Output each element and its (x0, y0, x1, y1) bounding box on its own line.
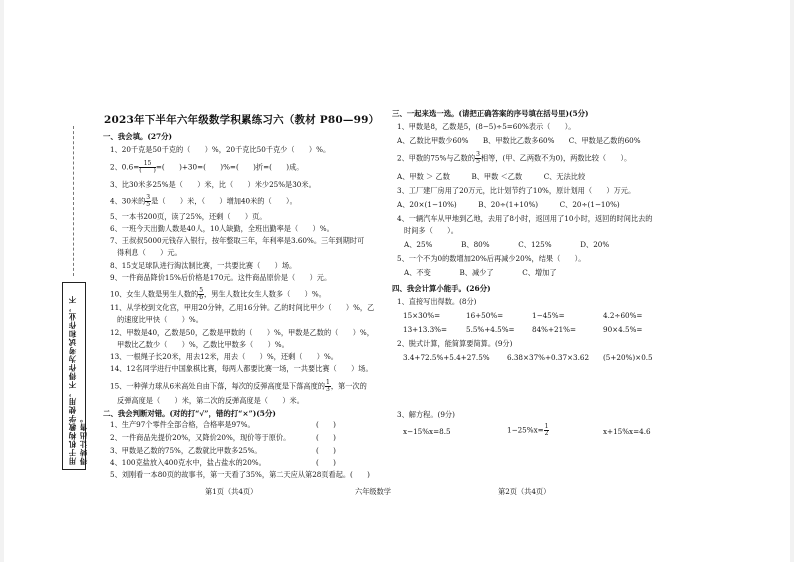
s1-q15-a: 15、一种弹力球从6米高处自由下落，每次的反弹高度是下落高度的 (110, 381, 325, 391)
s1-q10-b: ，男生人数比女生人数多（ ）%。 (204, 289, 326, 299)
s3-q1: 1、甲数是8，乙数是5，(8−5)÷5=60%表示（ ）。 (397, 122, 576, 131)
s1-q7-line1: 7、王叔叔5000元钱存入银行，按年整取三年，年利率是3.60%。三年到期时可 (110, 236, 365, 245)
s4-r1-c2: 16+50%= (466, 311, 504, 320)
s1-q12-line1: 12、甲数是40，乙数是50，乙数是甲数的（ ）%，甲数是乙数的（ ）%， (110, 328, 374, 337)
s1-q10-den: 6 (199, 294, 204, 301)
s1-q13: 13、一根绳子长20米，用去12米，用去（ ）%，还剩（ ）%。 (110, 352, 338, 361)
sidebar-notice: 用于机构教学使用，不得作为考试和作业，不得转让出售。 (68, 295, 88, 465)
s3-q4-options: A、25% B、80% C、125% D、20% (404, 240, 610, 249)
s4-eq1: x−15%x=8.5 (403, 427, 451, 436)
s1-q7-line2: 得利息（ ）元。 (117, 248, 182, 257)
s2-q2: 2、一件商品先提价20%，又降价20%，现价等于原价。 (110, 433, 291, 442)
s4-r2-c4: 90×4.5%= (603, 325, 643, 334)
s2-q4-paren: ( ) (316, 458, 336, 467)
s1-q11-line2: 的速度比甲快（ ）%。 (117, 315, 203, 324)
s2-q4: 4、100克盐放入400克水中，盐占盐水的20%。 (110, 458, 266, 467)
s1-q15-num: 1 (325, 379, 330, 386)
s4-eq2-a: 1−25%x= (507, 425, 544, 435)
s4-eq2-num: 1 (544, 423, 549, 430)
s4-eq2 (507, 424, 549, 437)
s1-q15-line1 (110, 380, 367, 393)
s4-r2-c3: 84%+21%= (532, 325, 576, 334)
s2-q3: 3、甲数是乙数的75%，乙数就比甲数多25%。 (110, 446, 262, 455)
s3-q2-b: 相等，(甲、乙两数不为0)，两数比较（ ）。 (480, 153, 632, 163)
s1-q11-line1: 11、从学校到文化宫，甲用20分钟，乙用16分钟。乙的时间比甲少（ ）%，乙 (110, 303, 375, 312)
binding-line (73, 126, 74, 276)
scan-edge-right (790, 0, 794, 562)
section-4-heading: 四、我会计算小能手。(26分) (392, 284, 491, 293)
s1-q4 (110, 195, 297, 208)
s1-q1: 1、20千克是50千克的（ ）%，20千克比50千克少（ ）%。 (110, 145, 331, 154)
s3-q4-line2: 时间多（ ）。 (404, 226, 458, 235)
s1-q2-b: =( )+30=( )%=( )折=( )成。 (155, 162, 304, 172)
s1-q2-num: 15 (139, 161, 156, 168)
s1-q9: 9、一件商品降价15%后价格是170元。这件商品原价是（ ）元。 (110, 273, 332, 282)
s4-calc-2: 6.38×37%+0.37×3.62 (507, 353, 590, 362)
s1-q14: 14、12名同学进行中国象棋比赛，每两人都要比赛一场，一共要比赛（ ）场。 (110, 364, 373, 373)
s4-r2-c2: 5.5%+4.5%= (466, 325, 515, 334)
s1-q4-num: 3 (146, 194, 151, 201)
s1-q2-a: 2、0.6= (110, 162, 140, 172)
s4-calc-1: 3.4+72.5%+5.4+27.5% (403, 353, 490, 362)
s3-q4-line1: 4、一辆汽车从甲地到乙地，去用了8小时，返回用了10小时，返回的时间比去的 (397, 214, 653, 223)
s4-eq2-den: 2 (544, 430, 549, 437)
s1-q4-den: 5 (146, 201, 151, 208)
s3-q3-options: A、20×(1−10%) B、20÷(1+10%) C、20÷(1−10%) (397, 200, 620, 209)
s4-r1-c1: 15×30%= (403, 311, 441, 320)
s3-q2-a: 2、甲数的75%与乙数的 (397, 153, 476, 163)
center-footer: 六年级数学 (355, 487, 391, 496)
s2-q3-paren: ( ) (316, 446, 336, 455)
left-page-number: 第1页（共4页） (205, 487, 258, 496)
s1-q4-b: 是（ ）米，（ ）增加40米的（ ）。 (151, 196, 297, 206)
s1-q3: 3、比30米多25%是（ ）米，比（ ）米少25%是30米。 (110, 180, 316, 189)
page-title: 2023年下半年六年级数学积累练习六（教材 P80—99） (104, 114, 380, 126)
s3-q2 (397, 152, 631, 165)
s1-q15-b: ，第一次的 (330, 381, 367, 391)
s3-q2-num: 3 (476, 151, 480, 158)
s2-q2-paren: ( ) (316, 433, 336, 442)
s3-q2-options: A、甲数 ＞ 乙数 B、甲数 ＜乙数 C、无法比较 (397, 172, 586, 181)
s1-q8: 8、15支足球队进行淘汰制比赛，一共要比赛（ ）场。 (110, 261, 297, 270)
s4-sub3: 3、解方程。(9分) (397, 410, 455, 419)
section-3-heading: 三、一起来选一选。(请把正确答案的序号填在括号里)(5分) (392, 109, 589, 118)
s4-eq3: x+15%x=4.6 (603, 427, 651, 436)
s1-q10-a: 10、女生人数是男生人数的 (110, 289, 199, 299)
s3-q5-options: A、不变 B、减少了 C、增加了 (404, 268, 557, 277)
s4-r1-c3: 1−45%= (532, 311, 565, 320)
s4-sub1: 1、直接写出得数。(8分) (397, 297, 477, 306)
s4-r2-c1: 13+13.3%= (403, 325, 448, 334)
right-page-number: 第2页（共4页） (498, 487, 551, 496)
s1-q2-fraction (139, 161, 156, 174)
s2-q1: 1、生产97个零件全部合格，合格率是97%。 (110, 420, 255, 429)
scan-edge-left (0, 0, 4, 562)
s2-q5: 5、刘刚看一本80页的故事书，第一天看了35%，第二天应从第28页看起。 (110, 470, 351, 479)
s1-q6: 6、一班今天出勤人数是40人，10人缺勤，全班出勤率是（ ）%。 (110, 224, 334, 233)
s3-q2-den: 5 (476, 158, 480, 165)
s4-calc-3: (5+20%)×0.5 (603, 353, 653, 362)
s2-q1-paren: ( ) (316, 420, 336, 429)
s1-q15-den: 3 (325, 386, 330, 393)
s2-q5-paren: ( ) (350, 470, 370, 479)
s1-q5: 5、一本书200页，读了25%，还剩（ ）页。 (110, 212, 267, 221)
s3-q3: 3、工厂建厂房用了20万元，比计划节约了10%，原计划用（ ）万元。 (397, 186, 636, 195)
s1-q2 (110, 161, 304, 174)
s3-q5: 5、一个不为0的数增加20%后再减少20%，结果（ ）。 (397, 254, 586, 263)
sidebar-notice-box (62, 282, 86, 470)
s3-q1-options: A、乙数比甲数少60% B、甲数比乙数多60% C、甲数是乙数的60% (397, 136, 641, 145)
s1-q10-num: 5 (199, 287, 204, 294)
s1-q10 (110, 288, 326, 301)
s1-q15-line2: 反弹高度是（ ）米，第二次的反弹高度是（ ）米。 (117, 396, 304, 405)
s1-q2-den: ( ) (139, 167, 156, 174)
s4-sub2: 2、脱式计算，能简算要简算。(9分) (397, 339, 513, 348)
s4-eq2-fraction (544, 424, 550, 437)
section-1-heading: 一、我会填。(27分) (103, 132, 173, 141)
s1-q4-a: 4、30米的 (110, 196, 146, 206)
section-2-heading: 二、我会判断对错。(对的打“√”，错的打“×”)(5分) (103, 409, 276, 418)
s1-q12-line2: 甲数比乙数少（ ）%，乙数比甲数多（ ）%。 (117, 340, 289, 349)
s4-r1-c4: 4.2÷60%= (603, 311, 643, 320)
